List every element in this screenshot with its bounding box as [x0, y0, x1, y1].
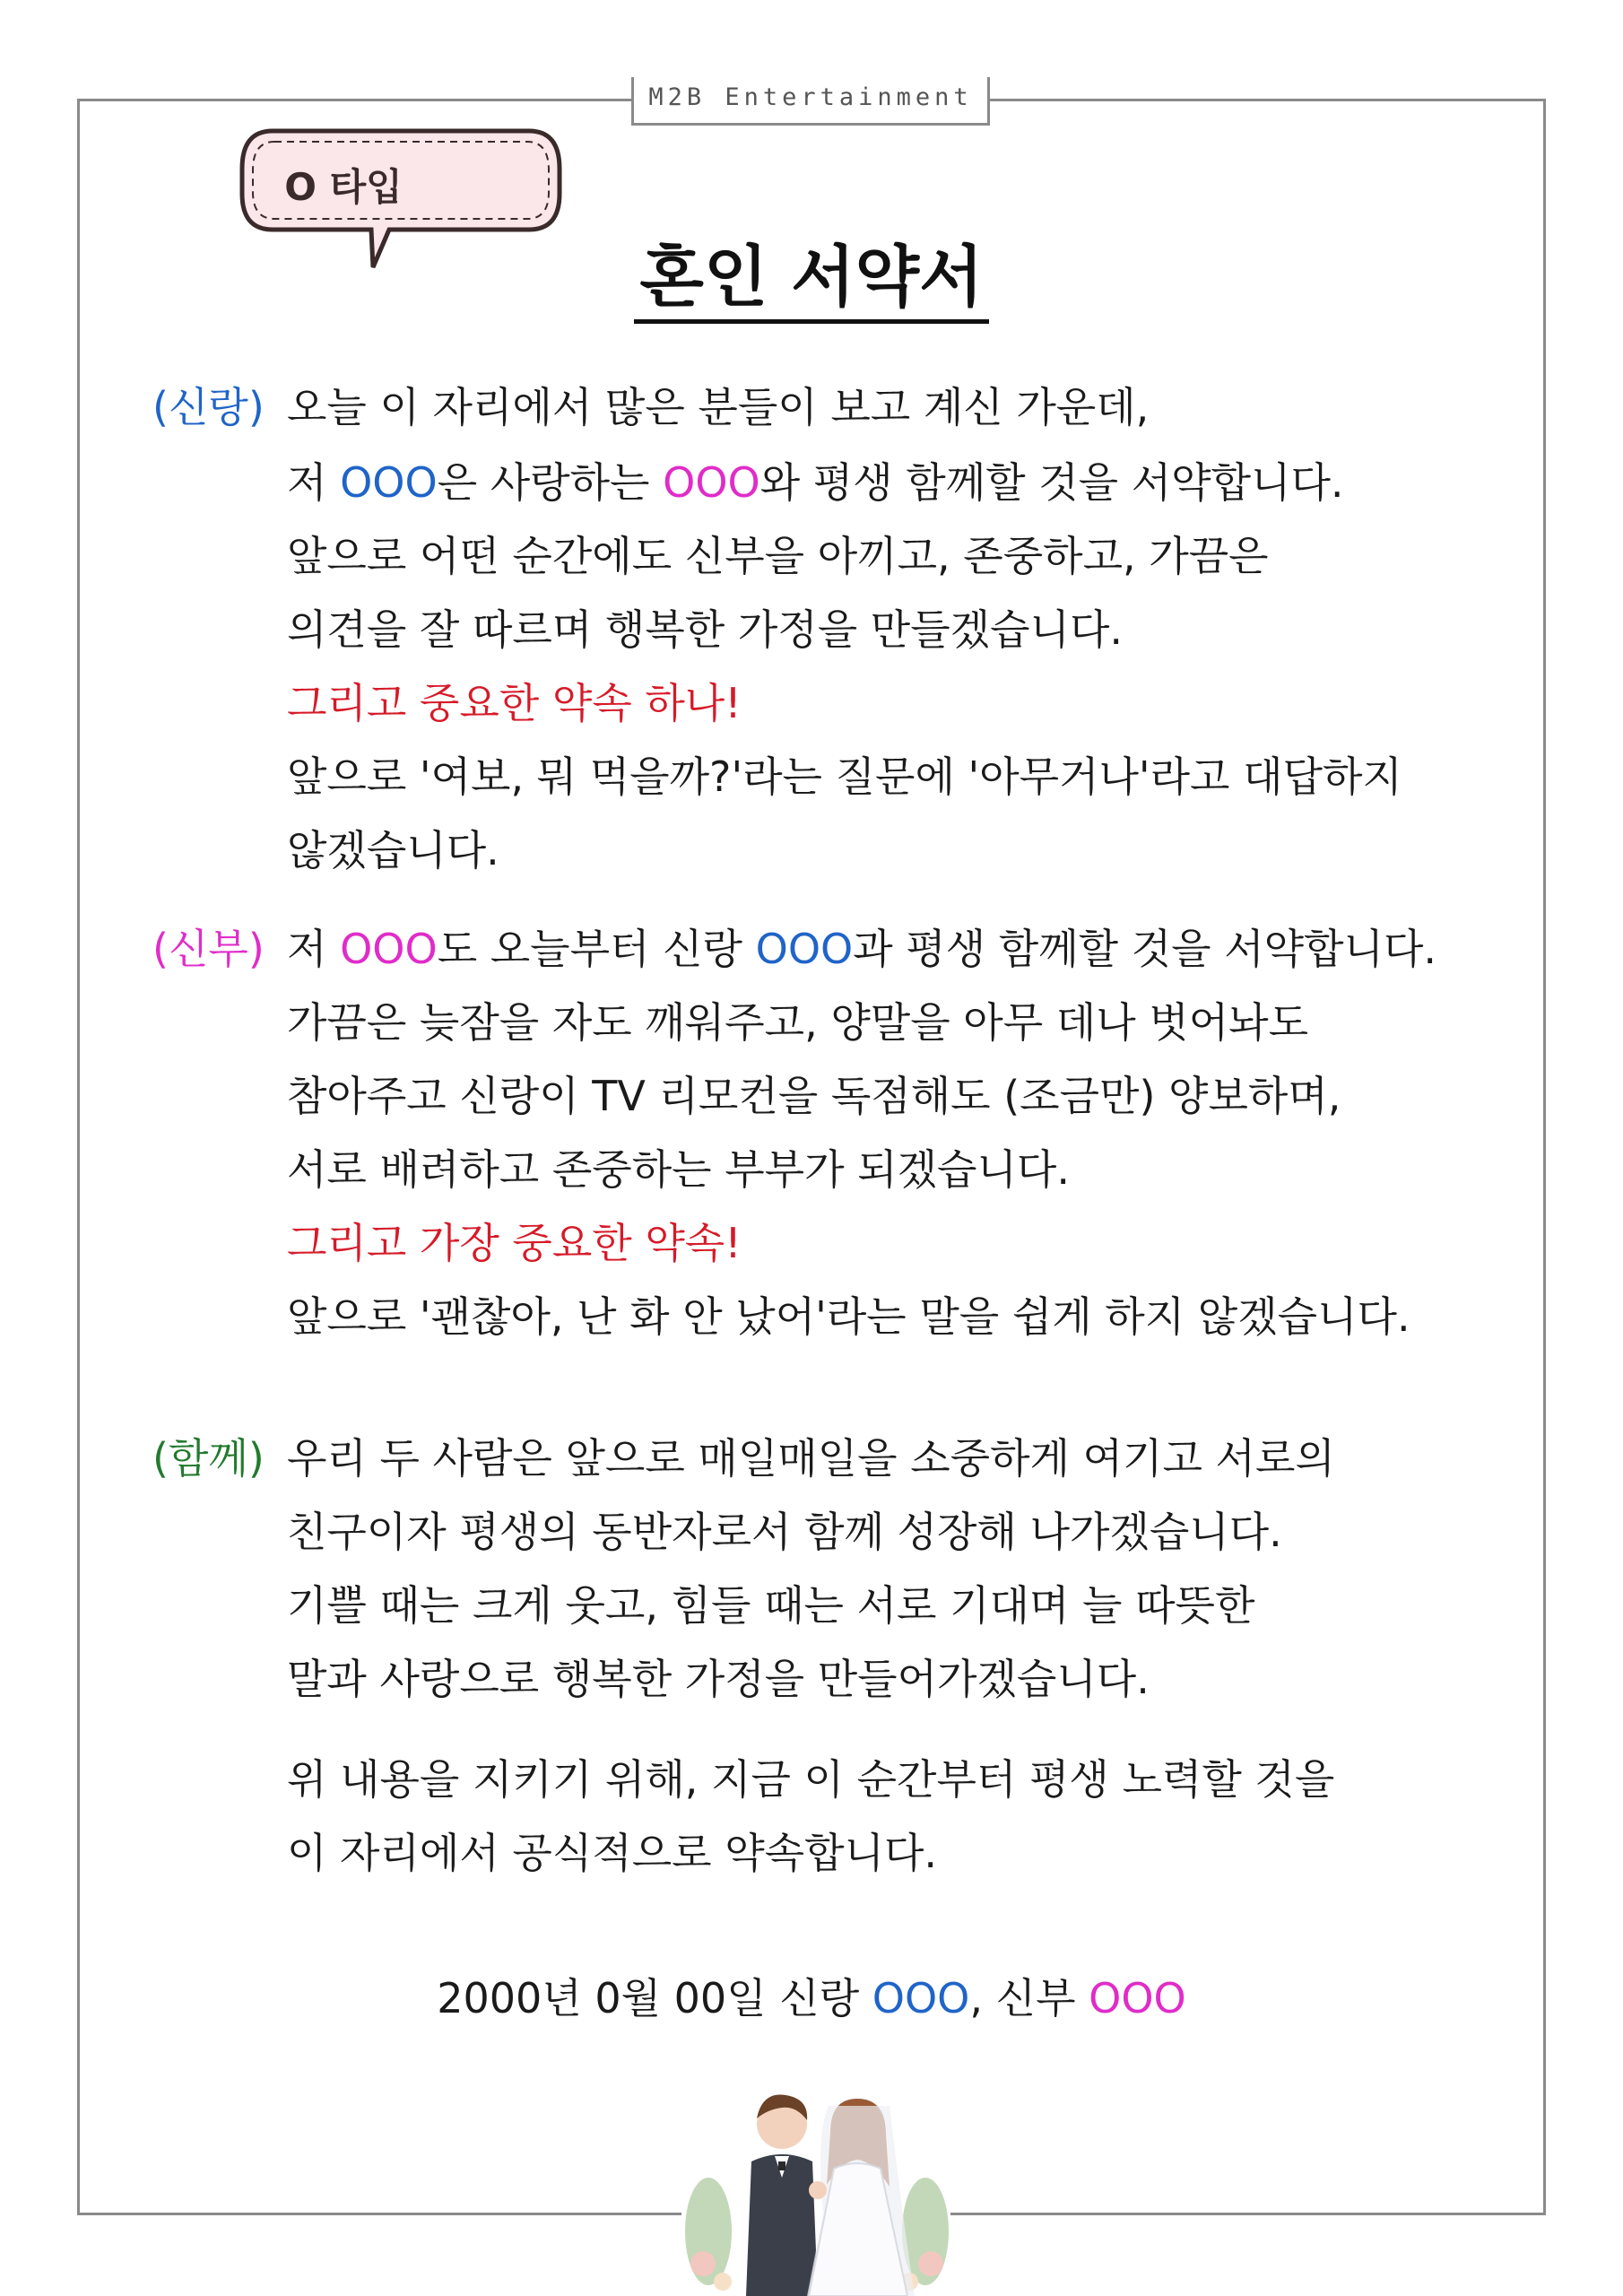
- bride-name-placeholder: OOO: [340, 925, 438, 973]
- type-badge: O 타입: [284, 165, 403, 209]
- groom-name-placeholder: OOO: [340, 458, 438, 507]
- groom-line-1: 오늘 이 자리에서 많은 분들이 보고 계신 가운데,: [287, 383, 1150, 431]
- together-line-1: 우리 두 사람은 앞으로 매일매일을 소중하게 여기고 서로의: [287, 1434, 1335, 1483]
- bride-promise: 그리고 가장 중요한 약속!: [287, 1219, 742, 1267]
- together-role-label: (함께): [152, 1434, 265, 1483]
- bride-line-2: 가끔은 늦잠을 자도 깨워주고, 양말을 아무 데나 벗어놔도: [287, 998, 1309, 1047]
- closing-line-1: 위 내용을 지키기 위해, 지금 이 순간부터 평생 노력할 것을: [287, 1755, 1335, 1804]
- wedding-couple-illustration-icon: [681, 2079, 950, 2296]
- page-title: 혼인 서약서: [0, 224, 1623, 319]
- signature-line: 2000년 0월 00일 신랑 OOO, 신부 OOO: [437, 1974, 1186, 2022]
- groom-name-placeholder: OOO: [872, 1974, 970, 2022]
- groom-role-label: (신랑): [152, 383, 265, 431]
- together-line-4: 말과 사랑으로 행복한 가정을 만들어가겠습니다.: [287, 1655, 1150, 1703]
- bride-line-1: 저 OOO도 오늘부터 신랑 OOO과 평생 함께할 것을 서약합니다.: [287, 925, 1437, 973]
- together-line-2: 친구이자 평생의 동반자로서 함께 성장해 나가겠습니다.: [287, 1508, 1282, 1556]
- groom-line-7: 않겠습니다.: [287, 826, 499, 874]
- groom-line-2: 저 OOO은 사랑하는 OOO와 평생 함께할 것을 서약합니다.: [287, 458, 1344, 507]
- bride-role-label: (신부): [152, 925, 265, 973]
- bride-line-4: 서로 배려하고 존중하는 부부가 되겠습니다.: [287, 1145, 1070, 1194]
- bride-line-3: 참아주고 신랑이 TV 리모컨을 독점해도 (조금만) 양보하며,: [287, 1072, 1341, 1120]
- together-line-3: 기쁠 때는 크게 웃고, 힘들 때는 서로 기대며 늘 따뜻한: [287, 1581, 1255, 1630]
- closing-line-2: 이 자리에서 공식적으로 약속합니다.: [287, 1829, 938, 1877]
- bride-name-placeholder: OOO: [1089, 1974, 1186, 2022]
- groom-line-3: 앞으로 어떤 순간에도 신부을 아끼고, 존중하고, 가끔은: [287, 532, 1269, 580]
- groom-promise: 그리고 중요한 약속 하나!: [287, 679, 742, 727]
- groom-name-placeholder: OOO: [755, 925, 854, 973]
- brand-label: M2B Entertainment: [631, 77, 990, 126]
- groom-line-6: 앞으로 '여보, 뭐 먹을까?'라는 질문에 '아무거나'라고 대답하지: [287, 752, 1402, 801]
- bride-name-placeholder: OOO: [663, 458, 760, 507]
- groom-line-4: 의견을 잘 따르며 행복한 가정을 만들겠습니다.: [287, 605, 1124, 654]
- bride-line-6: 앞으로 '괜찮아, 난 화 안 났어'라는 말을 쉽게 하지 않겠습니다.: [287, 1292, 1410, 1341]
